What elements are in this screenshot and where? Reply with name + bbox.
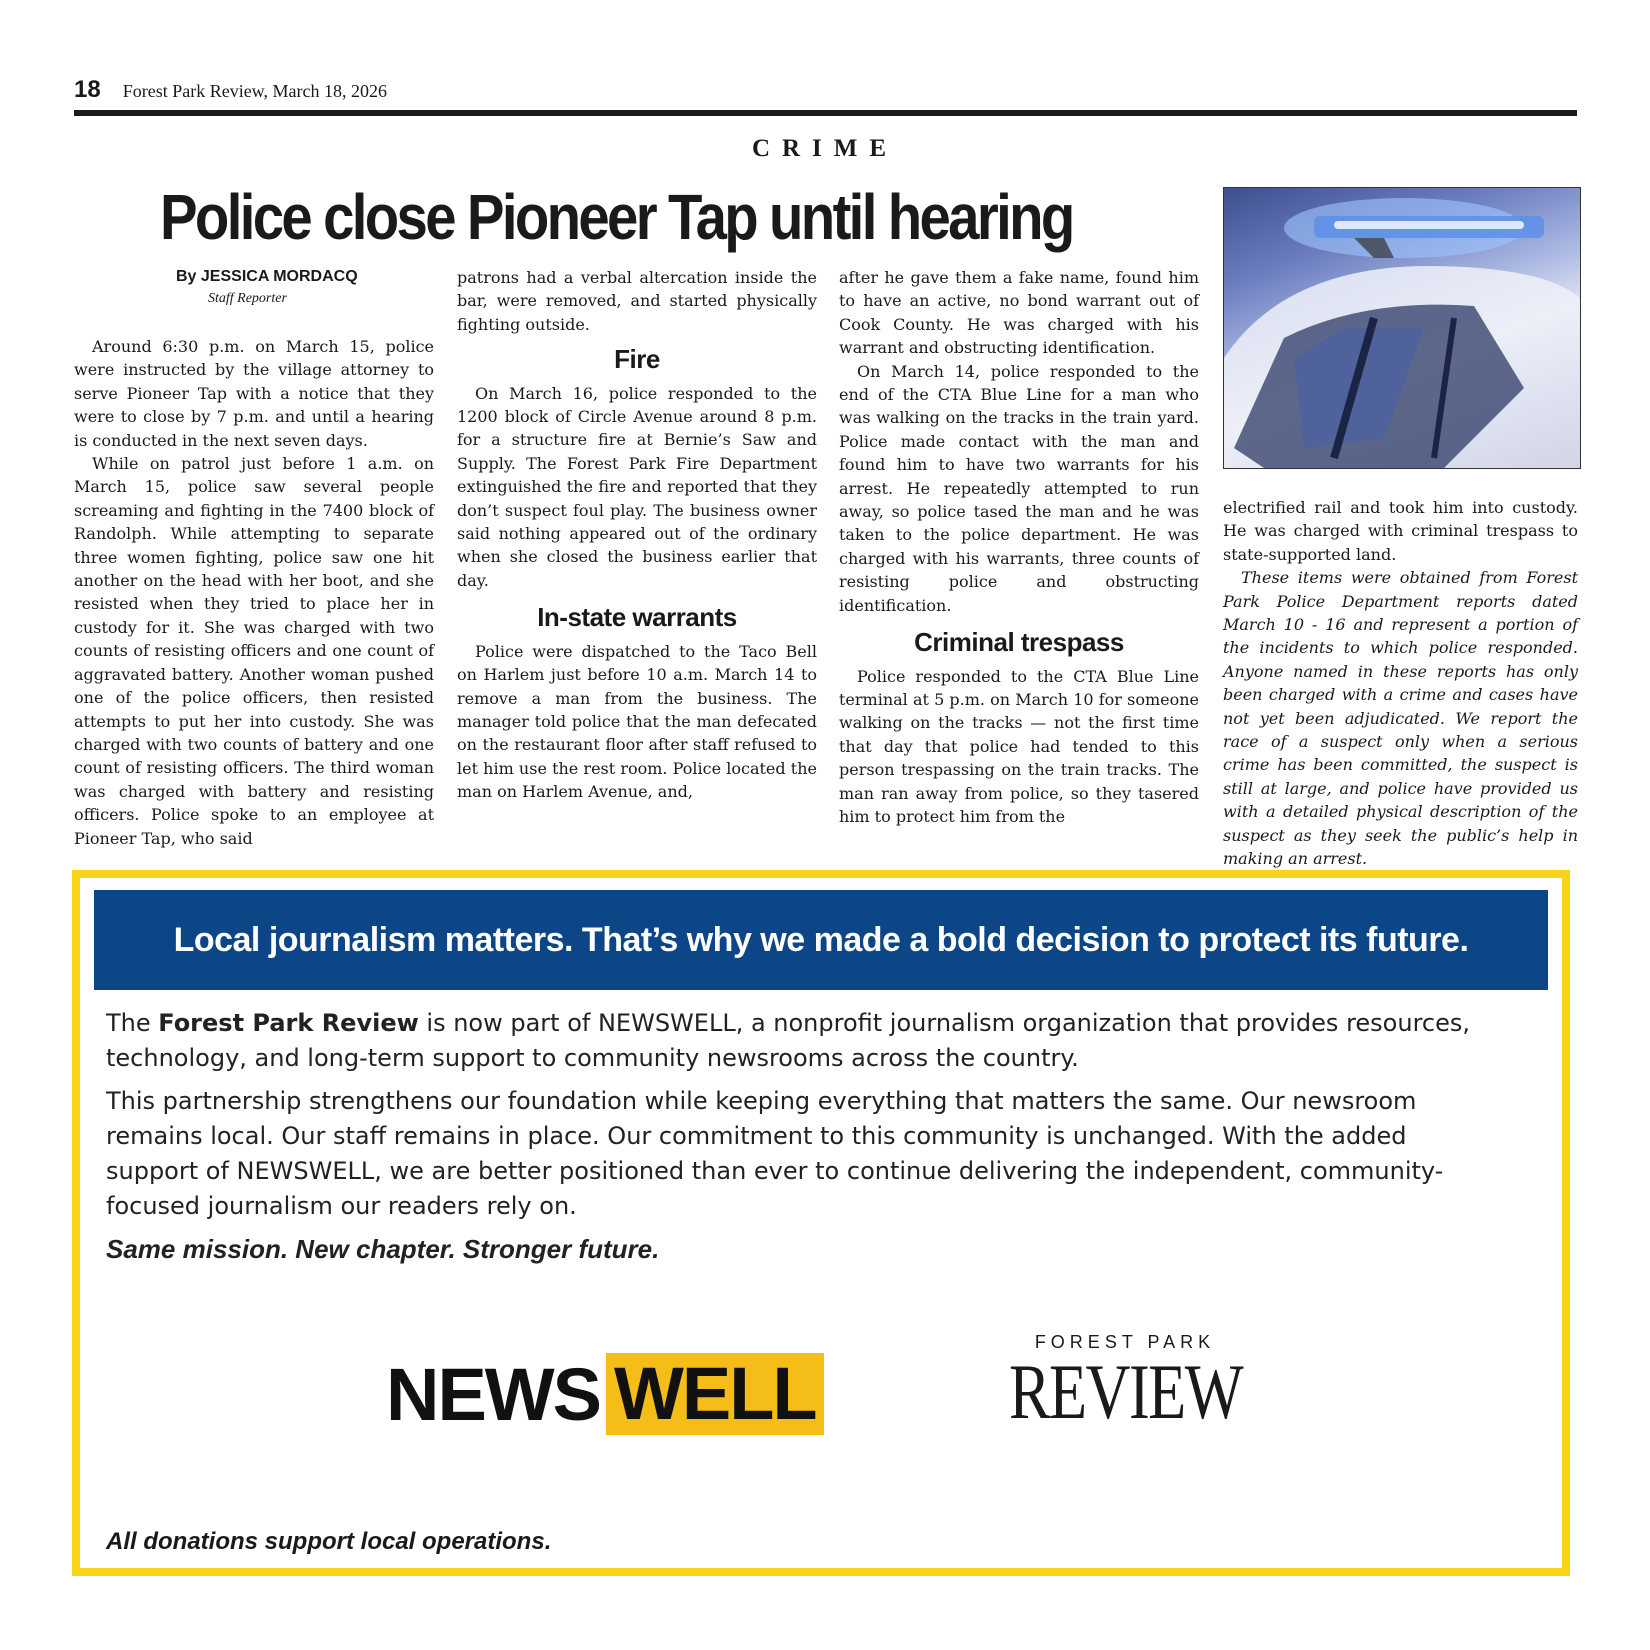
paragraph: after he gave them a fake name, found him to have an active, no bond warrant out of Cook County. He was charged with his warrant and obstructing identification. [839,268,1199,358]
publication-line: Forest Park Review, March 18, 2026 [122,81,387,101]
police-car-photo [1223,187,1581,469]
newswell-promo-box [72,870,1570,1576]
paragraph: Police responded to the CTA Blue Line terminal at 5 p.m. on March 10 for someone walking on the tracks — not the first time that day that police had tended to this person trespassing on the train tracks. The man ran away from police, so they tasered him to protect him from the [839,666,1199,826]
promo-text-rest: is now part of NEWSWELL, a nonprofit journalism organization that provides resources, technology, and long-term support to community newsrooms across the country. [106,1009,1470,1072]
article-column-2 [457,266,817,804]
donations-note: All donations support local operations. [106,1528,552,1555]
paragraph: On March 14, police responded to the end of the CTA Blue Line for a man who was walking on the tracks in the train yard. Police made contact with the man and found him to have two warrants for his arrest. He repeatedly attempted to run away, so police tased the man and he was taken to the police department. He was charged with his warrants, three counts of resisting police and obstructing identification. [839,361,1199,615]
fp-logo-main: REVIEW [1009,1348,1242,1435]
headline: Police close Pioneer Tap until hearing [160,181,1073,253]
promo-tagline: Same mission. New chapter. Stronger future. [106,1234,660,1264]
newswell-logo [380,1353,824,1435]
police-car-illustration [1224,188,1580,468]
page-header [74,70,1577,116]
disclaimer-paragraph: These items were obtained from Forest Park Police Department reports dated March 10 - 16 and represent a portion of the incidents to which police responded. Anyone named in these reports has only been charged with a crime and cases have not yet been adjudicated. We report the race of a suspect only when a serious crime has been committed, the suspect is still at large, and police have provided us with a detailed physical description of the suspect as they seek the public’s help in making an arrest. [1223,568,1578,869]
paragraph: patrons had a verbal altercation inside the bar, were removed, and started physically fighting outside. [457,268,817,334]
paragraph: On March 16, police responded to the 1200 block of Circle Avenue around 8 p.m. for a structure fire at Bernie’s Saw and Supply. The Forest Park Fire Department extinguished the fire and reported that they don’t suspect foul play. The business owner said nothing appeared out of the ordinary when she closed the business earlier that day. [457,383,817,590]
byline-role: Staff Reporter [208,291,287,306]
forest-park-review-logo [980,1332,1270,1435]
promo-publication-name: Forest Park Review [158,1009,419,1037]
paragraph: While on patrol just before 1 a.m. on March 15, police saw several people screaming and fighting in the 7400 block of Randolph. While attempting to separate three women fighting, police saw one hit another on the head with her boot, and she resisted when they tried to place her in custody for it. She was charged with two counts of resisting officers and one count of aggravated battery. Another woman pushed one of the police officers, then resisted attempts to put her into custody. She was charged with two counts of battery and one count of resisting officers. The third woman was charged with battery and resisting officers. Police spoke to an employee at Pioneer Tap, who said [74,454,434,848]
article-column-3 [839,266,1199,828]
paragraph: Around 6:30 p.m. on March 15, police were instructed by the village attorney to serve Pioneer Tap with a notice that they were to close by 7 p.m. and until a hearing is conducted in the next seven days. [74,337,434,450]
subhead-in-state-warrants: In-state warrants [537,602,737,633]
newswell-logo-news: NEWS [386,1352,600,1436]
subhead-criminal-trespass: Criminal trespass [914,627,1124,658]
paragraph: Police were dispatched to the Taco Bell on Harlem just before 10 a.m. March 14 to remove a man from the business. The manager told police that the man defecated on the restaurant floor after staff refused to let him use the rest room. Police located the man on Harlem Avenue, and, [457,641,817,802]
promo-paragraph-1 [106,1006,1506,1076]
article-column-4 [1223,496,1578,871]
subhead-fire: Fire [614,344,660,375]
article-column-1 [74,335,434,850]
promo-text-prefix: The [106,1009,159,1037]
section-label: CRIME [751,135,899,162]
page-number: 18 [74,76,101,103]
promo-text [106,1006,1506,1267]
newswell-logo-well: WELL [606,1353,824,1435]
promo-banner: Local journalism matters. That’s why we made a bold decision to protect its future. [94,890,1548,990]
byline-author: By JESSICA MORDACQ [176,268,358,285]
paragraph: electrified rail and took him into custody. He was charged with criminal trespass to state-supported land. [1223,498,1578,564]
fp-logo-top: FOREST PARK [1034,1332,1216,1352]
promo-paragraph-2: This partnership strengthens our foundation while keeping everything that matters the same. Our newsroom remains local. Our staff remains in place. Our commitment to this community is unchanged. With the added support of NEWSWELL, we are better positioned than ever to continue delivering the independent, community-focused journalism our readers rely on. [106,1087,1444,1220]
